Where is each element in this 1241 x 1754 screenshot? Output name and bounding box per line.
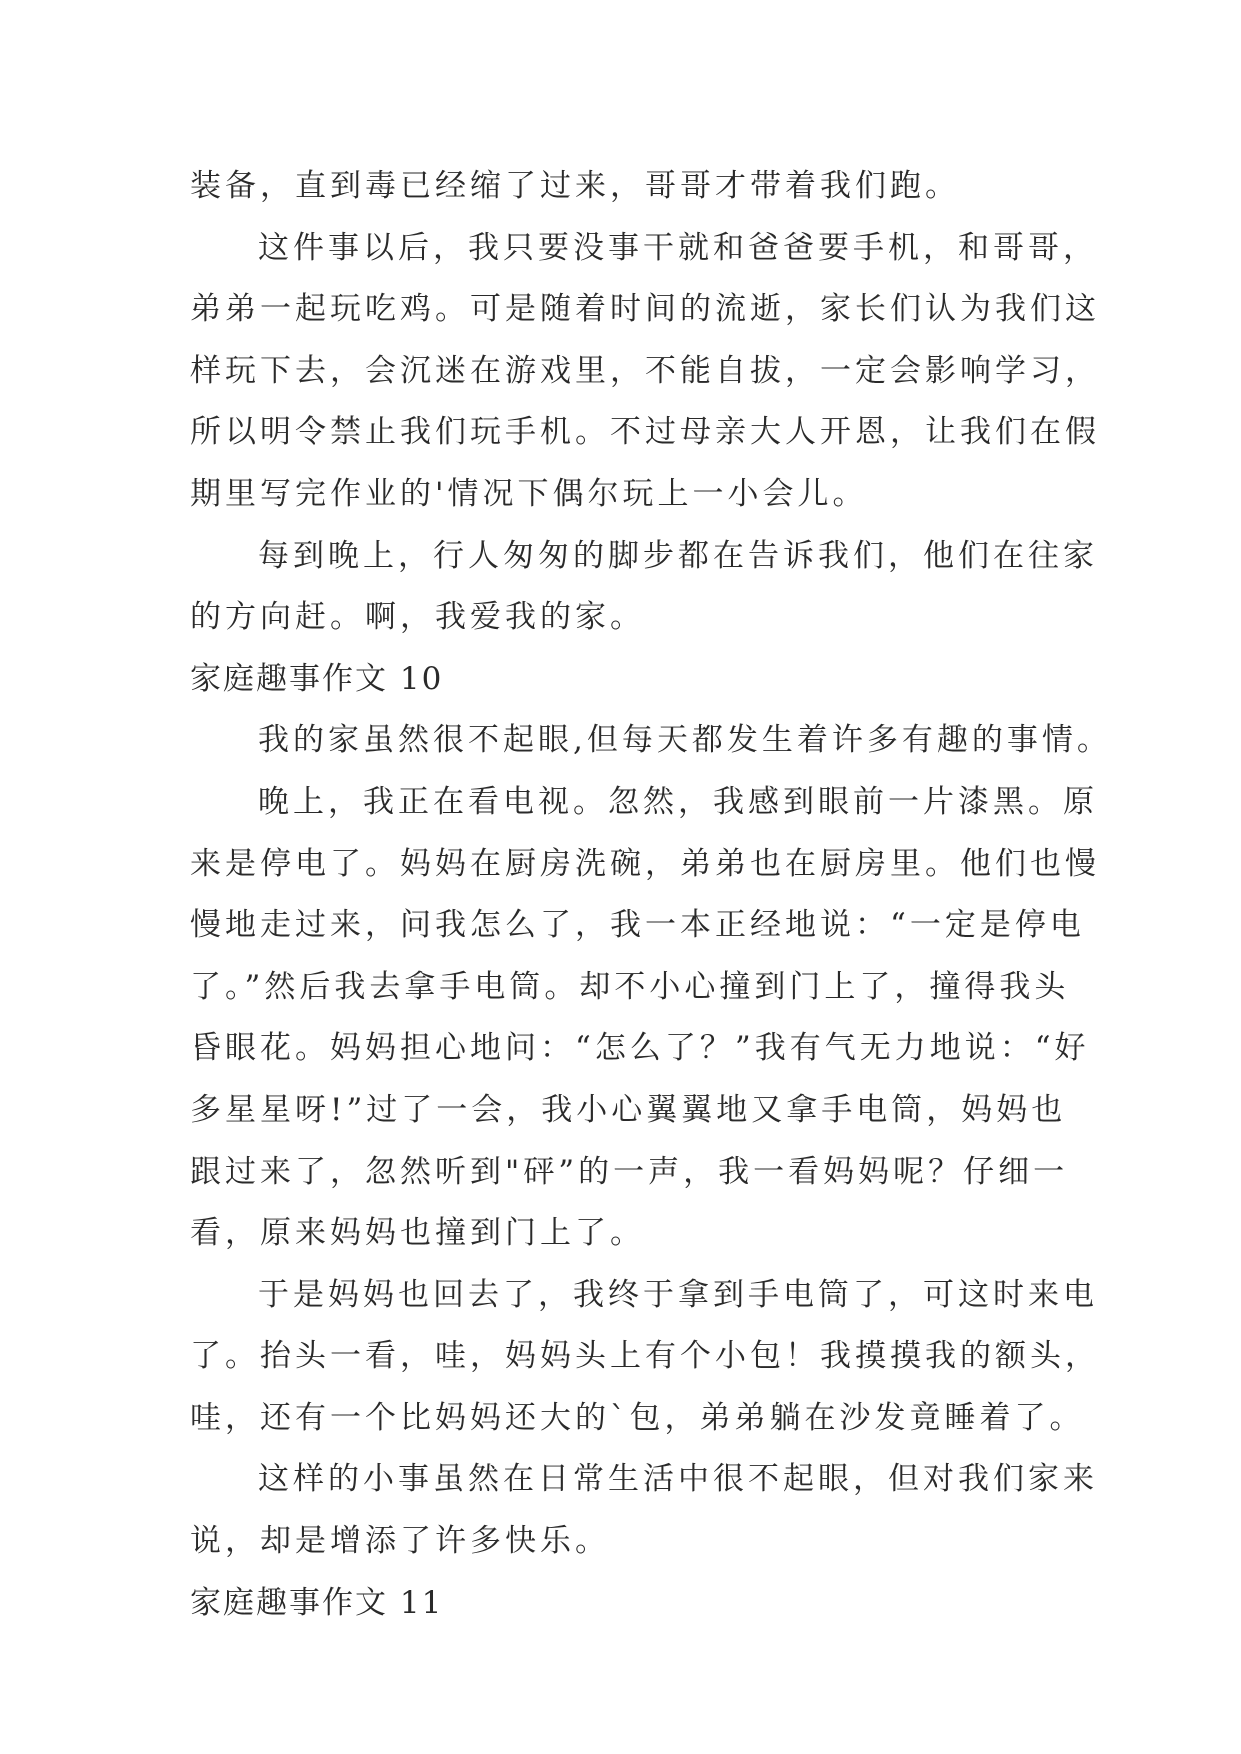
text-line: 来是停电了。妈妈在厨房洗碗，弟弟也在厨房里。他们也慢 — [190, 845, 1100, 882]
section-heading: 家庭趣事作文 11 — [190, 1584, 444, 1621]
text-line: 晚上，我正在看电视。忽然，我感到眼前一片漆黑。原 — [258, 783, 1098, 820]
text-line: 于是妈妈也回去了，我终于拿到手电筒了，可这时来电 — [258, 1276, 1098, 1313]
text-line: 了。抬头一看，哇，妈妈头上有个小包！我摸摸我的额头， — [190, 1338, 1100, 1375]
text-line: 期里写完作业的'情况下偶尔玩上一小会儿。 — [190, 475, 868, 512]
text-line: 所以明令禁止我们玩手机。不过母亲大人开恩，让我们在假 — [190, 414, 1100, 451]
text-line: 说，却是增添了许多快乐。 — [190, 1523, 610, 1560]
text-line: 每到晚上，行人匆匆的脚步都在告诉我们，他们在往家 — [258, 537, 1098, 574]
text-line: 这样的小事虽然在日常生活中很不起眼，但对我们家来 — [258, 1461, 1098, 1498]
text-line: 了。”然后我去拿手电筒。却不小心撞到门上了，撞得我头 — [190, 968, 1070, 1005]
text-line: 弟弟一起玩吃鸡。可是随着时间的流逝，家长们认为我们这 — [190, 291, 1100, 328]
section-heading: 家庭趣事作文 10 — [190, 660, 444, 697]
text-line: 多星星呀!”过了一会，我小心翼翼地又拿手电筒，妈妈也 — [190, 1091, 1067, 1128]
text-line: 的方向赶。啊，我爱我的家。 — [190, 599, 645, 636]
text-line: 这件事以后，我只要没事干就和爸爸要手机，和哥哥， — [258, 229, 1098, 266]
text-line: 样玩下去，会沉迷在游戏里，不能自拔，一定会影响学习， — [190, 352, 1100, 389]
text-line: 我的家虽然很不起眼,但每天都发生着许多有趣的事情。 — [258, 722, 1112, 759]
text-line: 看，原来妈妈也撞到门上了。 — [190, 1215, 645, 1252]
document-body — [190, 156, 1112, 1634]
text-line: 昏眼花。妈妈担心地问：“怎么了？”我有气无力地说：“好 — [190, 1030, 1090, 1067]
text-line: 装备，直到毒已经缩了过来，哥哥才带着我们跑。 — [190, 168, 960, 204]
text-line: 跟过来了，忽然听到"砰”的一声，我一看妈妈呢？仔细一 — [190, 1153, 1069, 1190]
text-line: 慢地走过来，问我怎么了，我一本正经地说：“一定是停电 — [190, 907, 1085, 944]
text-line: 哇，还有一个比妈妈还大的`包，弟弟躺在沙发竟睡着了。 — [190, 1399, 1085, 1436]
